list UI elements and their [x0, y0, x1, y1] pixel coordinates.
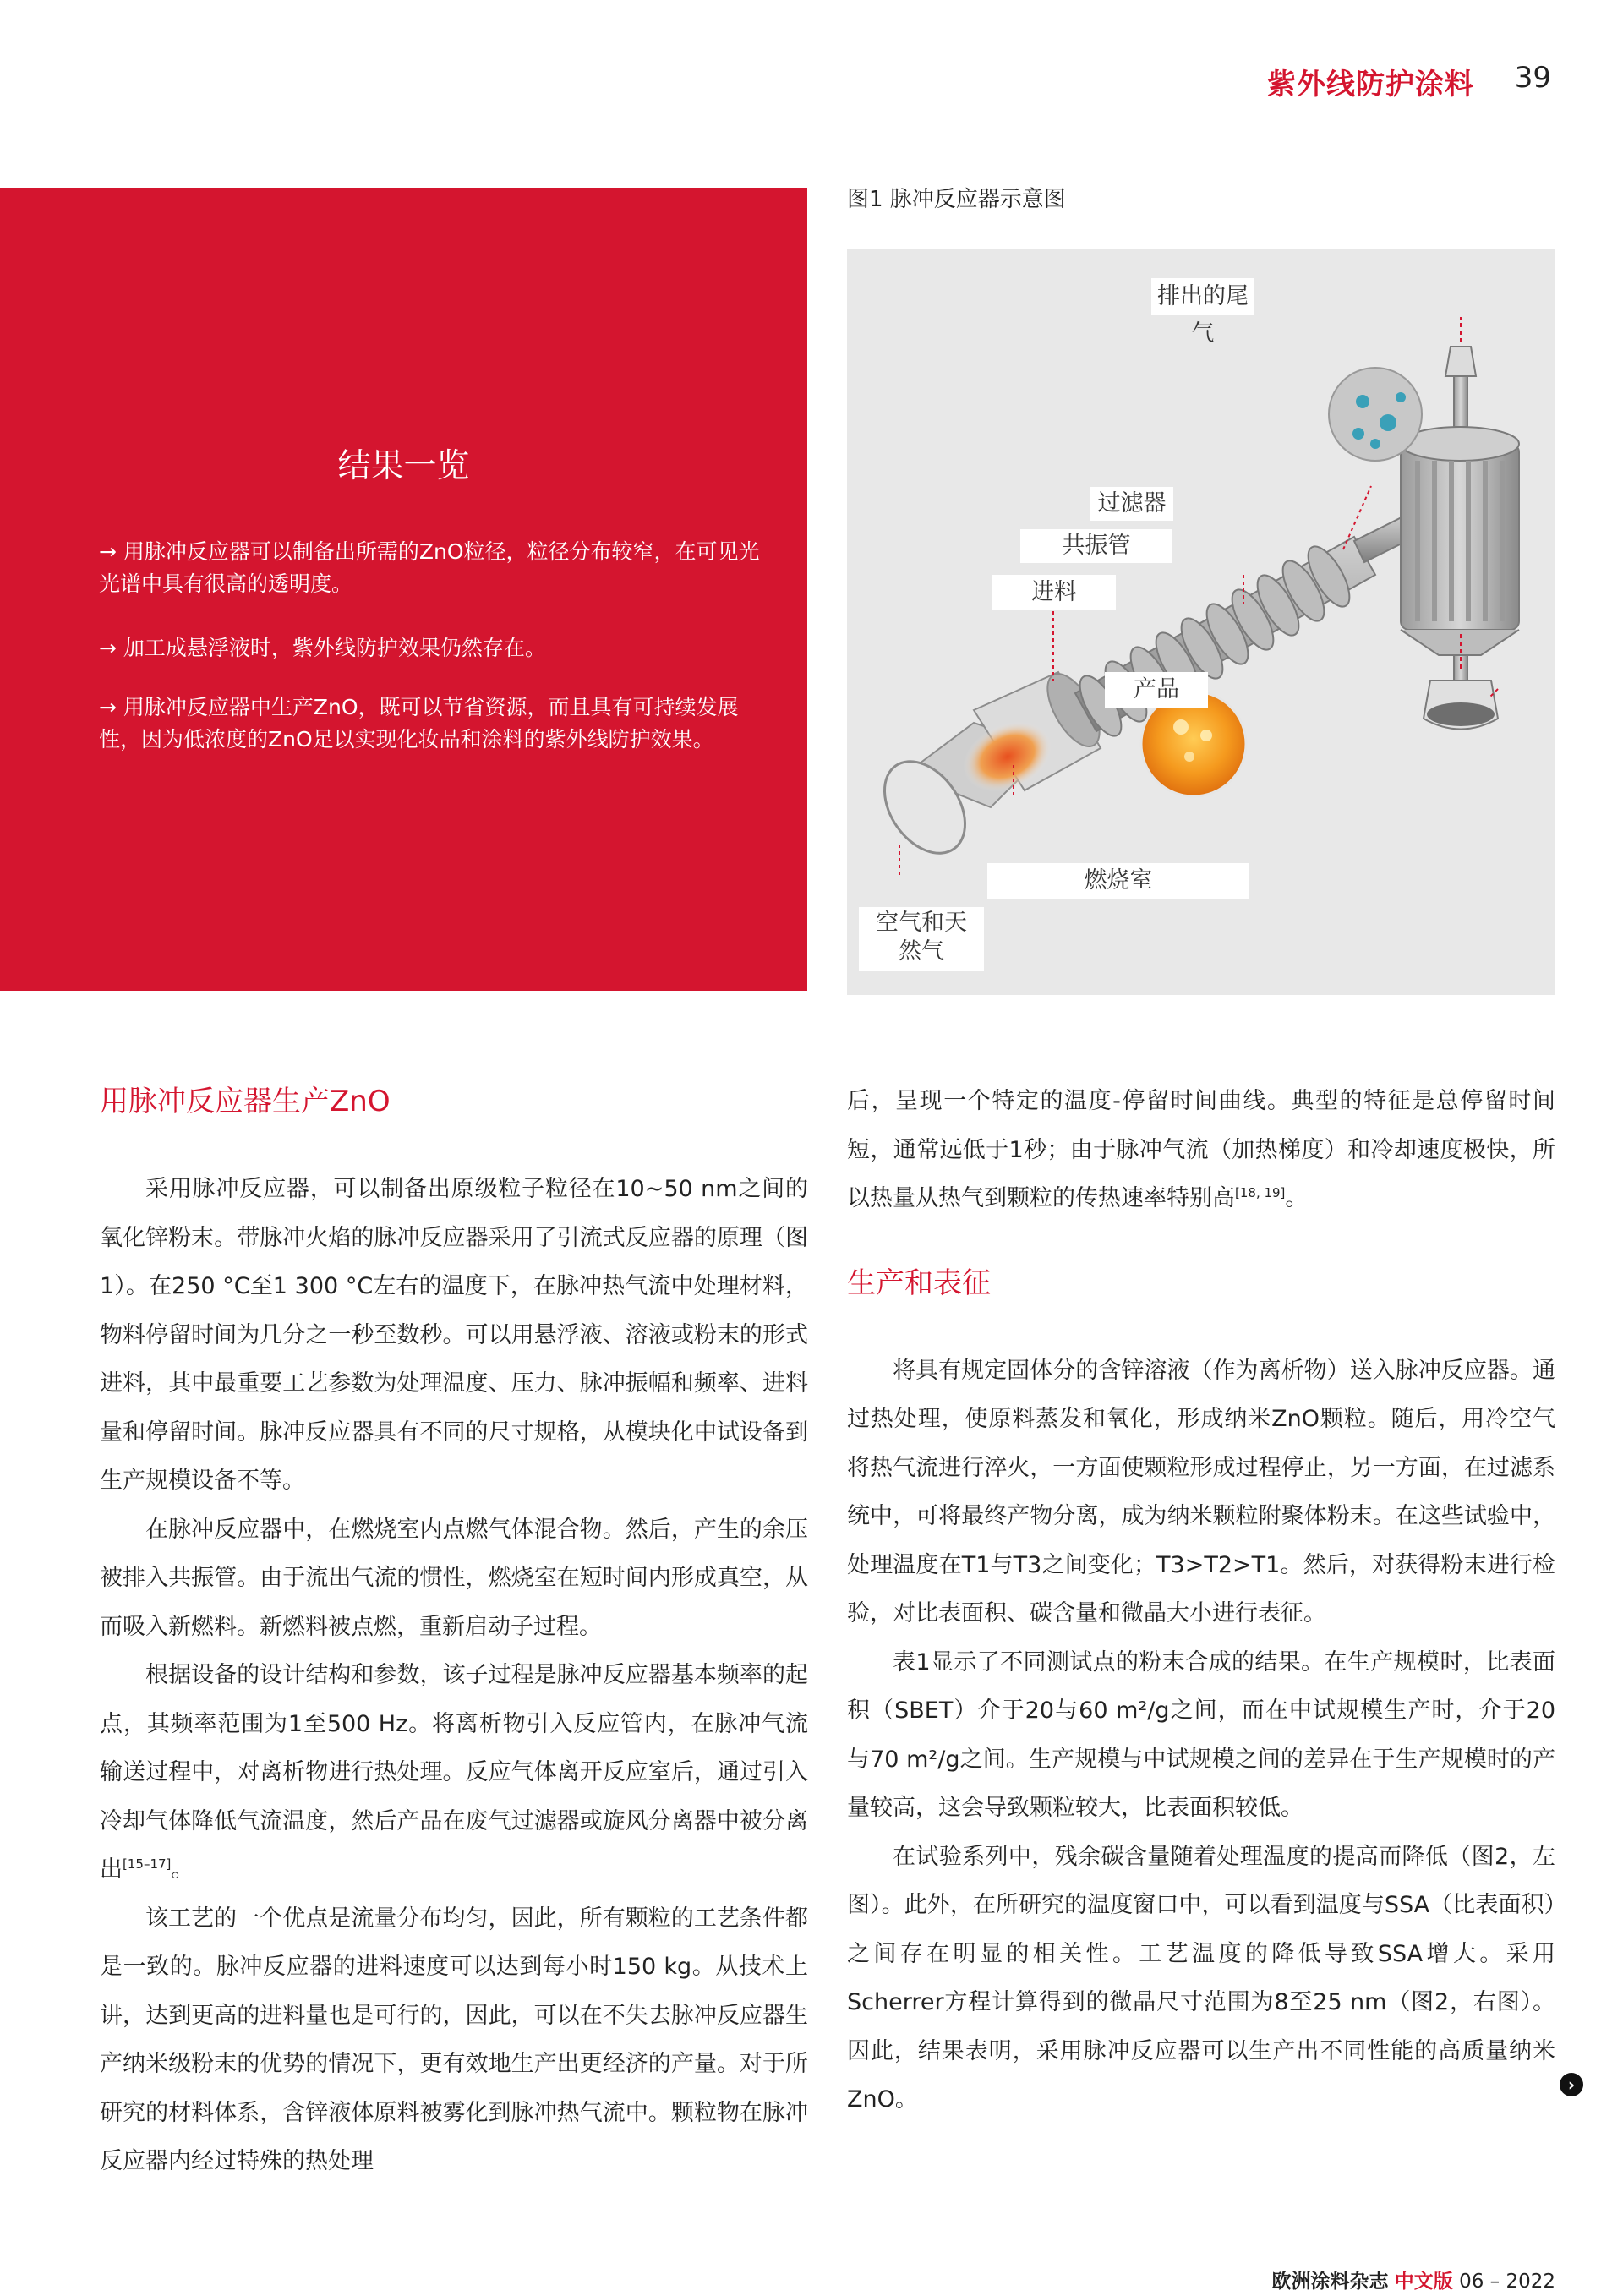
- heading-pulse-reactor-production: 用脉冲反应器生产ZnO: [100, 1085, 391, 1118]
- paragraph-text: 根据设备的设计结构和参数，该子过程是脉冲反应器基本频率的起点，其频率范围为1至500 Hz。将离析物引入反应管内，在脉冲气流输送过程中，对离析物进行热处理。反应气体离开反应室后，通过引入冷却气体降低气流温度，然后产品在废气过滤器或旋风分离器中被分离出: [100, 1662, 808, 1883]
- reference-marker: [15–17]: [123, 1856, 172, 1872]
- label-air-and-gas-line2: 然气: [899, 938, 944, 965]
- filter-housing-shape: [1401, 317, 1519, 730]
- label-air-and-gas: [859, 907, 984, 971]
- summary-title: 结果一览: [337, 447, 470, 485]
- combustion-chamber-shape: [868, 665, 1110, 868]
- footer-edition: 中文版: [1394, 2271, 1453, 2293]
- summary-box: [0, 188, 807, 991]
- summary-item: → 加工成悬浮液时，紫外线防护效果仍然存在。: [99, 636, 546, 660]
- left-column: [100, 1082, 808, 2186]
- label-product: 产品: [1105, 672, 1208, 708]
- footer-issue: 06 – 2022: [1459, 2271, 1555, 2293]
- footer: [1271, 2266, 1555, 2293]
- label-filter: 过滤器: [1090, 487, 1173, 521]
- paragraph: 在试验系列中，残余碳含量随着处理温度的提高而降低（图2，左图）。此外，在所研究的温度窗口中，可以看到温度与SSA（比表面积）之间存在明显的相关性。工艺温度的降低导致SSA增大。采用Scherrer方程计算得到的微晶尺寸范围为8至25 nm（图2，右图）。因此，结果表明，采用脉冲反应器可以生产出不同性能的高质量纳米ZnO。: [847, 1843, 1555, 2113]
- paragraph: 将具有规定固体分的含锌溶液（作为离析物）送入脉冲反应器。通过热处理，使原料蒸发和氧化，形成纳米ZnO颗粒。随后，用冷空气将热气流进行淬火，一方面使颗粒形成过程停止，另一方面，在过滤系统中，可将最终产物分离，成为纳米颗粒附聚体粉末。在这些试验中，处理温度在T1与T3之间变化；T3>T2>T1。然后，对获得粉末进行检验，对比表面积、碳含量和微晶大小进行表征。: [847, 1357, 1555, 1626]
- paragraph-text: 后，呈现一个特定的温度-停留时间曲线。典型的特征是总停留时间短，通常远低于1秒；由于脉冲气流（加热梯度）和冷却速度极快，所以热量从热气到颗粒的传热速率特别高: [847, 1088, 1555, 1211]
- pulse-reactor-figure: [847, 249, 1555, 995]
- paragraph-end: 。: [1285, 1185, 1309, 1211]
- paragraph: 表1显示了不同测试点的粉末合成的结果。在生产规模时，比表面积（SBET）介于20与60 m²/g之间，而在中试规模生产时，介于20与70 m²/g之间。生产规模与中试规模之间的差异在于生产规模时的产量较高，这会导致颗粒较大，比表面积较低。: [847, 1648, 1555, 1821]
- paragraph: [847, 1077, 1555, 1223]
- figure-caption: 图1 脉冲反应器示意图: [847, 187, 1066, 212]
- label-exhaust: 排出的尾气: [1151, 278, 1254, 315]
- right-column: [847, 1077, 1555, 2124]
- summary-item: → 用脉冲反应器可以制备出所需的ZnO粒径，粒径分布较窄，在可见光光谱中具有很高的透明度。: [99, 539, 760, 596]
- paragraph: 采用脉冲反应器，可以制备出原级粒子粒径在10~50 nm之间的氧化锌粉末。带脉冲火焰的脉冲反应器采用了引流式反应器的原理（图1）。在250 °C至1 300 °C左右的温度下，在脉冲热气流中处理材料，物料停留时间为几分之一秒至数秒。可以用悬浮液、溶液或粉末的形式进料，其中最重要工艺参数为处理温度、压力、脉冲振幅和频率、进料量和停留时间。脉冲反应器具有不同的尺寸规格，从模块化中试设备到生产规模设备不等。: [100, 1176, 808, 1494]
- footer-magazine: 欧洲涂料杂志: [1271, 2271, 1389, 2293]
- header-section-title: 紫外线防护涂料: [1267, 68, 1474, 101]
- label-air-and-gas-line1: 空气和天: [876, 910, 967, 936]
- label-combustion-chamber: 燃烧室: [987, 863, 1249, 899]
- filter-magnifier-shape: [1329, 368, 1422, 461]
- heading-production-characterization: 生产和表征: [847, 1266, 991, 1300]
- page-number: 39: [1514, 61, 1551, 95]
- paragraph: 在脉冲反应器中，在燃烧室内点燃气体混合物。然后，产生的余压被排入共振管。由于流出气流的惯性，燃烧室在短时间内形成真空，从而吸入新燃料。新燃料被点燃，重新启动子过程。: [100, 1516, 808, 1640]
- label-resonance-tube: 共振管: [1020, 529, 1172, 563]
- label-feed: 进料: [992, 575, 1116, 610]
- summary-item: → 用脉冲反应器中生产ZnO，既可以节省资源，而且具有可持续发展性，因为低浓度的ZnO足以实现化妆品和涂料的紫外线防护效果。: [99, 695, 739, 752]
- reference-marker: [18, 19]: [1235, 1185, 1286, 1200]
- chevron-right-circle-icon[interactable]: ›: [1560, 2073, 1583, 2096]
- paragraph: 该工艺的一个优点是流量分布均匀，因此，所有颗粒的工艺条件都是一致的。脉冲反应器的进料速度可以达到每小时150 kg。从技术上讲，达到更高的进料量也是可行的，因此，可以在不失去脉冲反应器生产纳米级粉末的优势的情况下，更有效地生产出更经济的产量。对于所研究的材料体系，含锌液体原料被雾化到脉冲热气流中。颗粒物在脉冲反应器内经过特殊的热处理: [100, 1905, 808, 2174]
- paragraph-end: 。: [171, 1856, 194, 1883]
- paragraph: [100, 1651, 808, 1894]
